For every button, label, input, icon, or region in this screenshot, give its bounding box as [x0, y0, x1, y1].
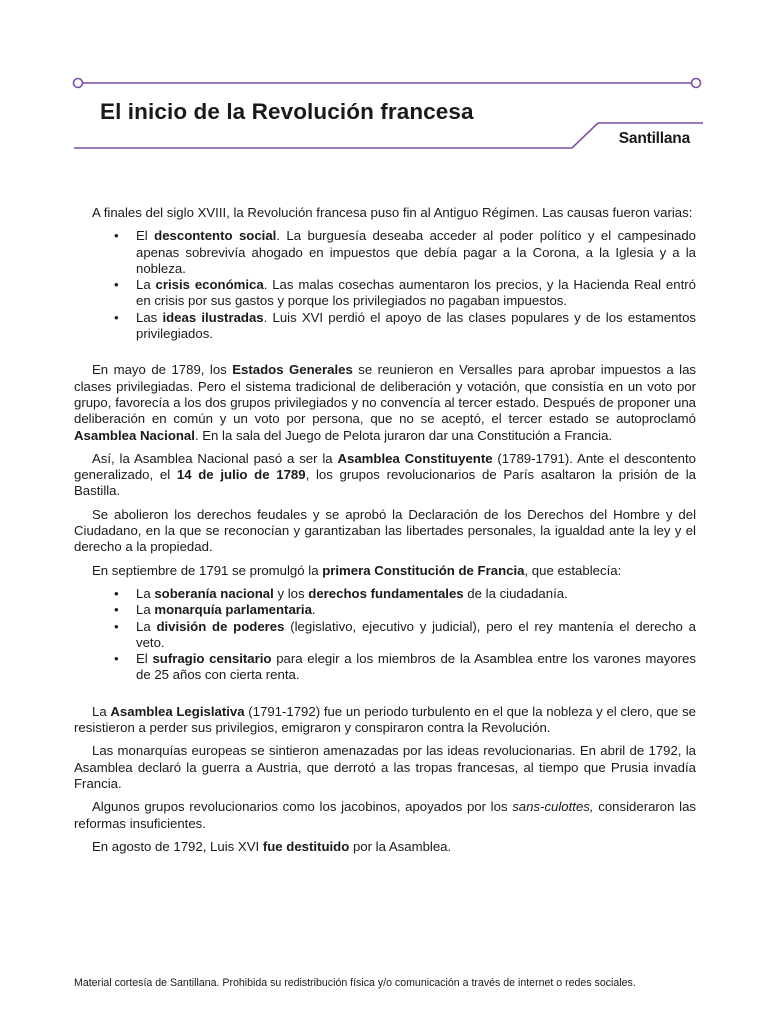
bullet-icon: • [114, 651, 119, 667]
brand-logo: Santillana [618, 130, 690, 147]
footer-notice: Material cortesía de Santillana. Prohibida su redistribución física y/o comunicación a través de internet o redes sociales. [74, 977, 636, 989]
paragraph-asamblea-constituyente: Así, la Asamblea Nacional pasó a ser la Asamblea Constituyente (1789-1791). Ante el descontento generalizado, el 14 de julio de 1789, los grupos revolucionarios de París asaltaron la prisión de la Bastilla. [74, 450, 696, 499]
bullet-icon: • [114, 618, 119, 634]
paragraph-derechos: Se abolieron los derechos feudales y se aprobó la Declaración de los Derechos del Hombre y del Ciudadano, en la que se reconocían y garantizaban las libertades personales, la igualdad ante la ley y el derecho a la propiedad. [74, 506, 696, 555]
bullet-icon: • [114, 277, 119, 293]
list-item: • El descontento social. La burguesía deseaba acceder al poder político y el campesinado apenas sobrevivía ahogado en impuestos que debía pagar a la Corona, a la Iglesia y a la nobleza. [114, 228, 697, 276]
paragraph-estados-generales: En mayo de 1789, los Estados Generales se reunieron en Versalles para aprobar impuestos a las clases privilegiadas. Pero el sistema tradicional de deliberación y votación, que consistía en un voto por grupo, favorecía a los dos grupos privilegiados y no convencía al tercer estado. Después de proponer una deliberación en común y un voto por persona, que no se aceptó, el tercer estado se autoproclamó Asamblea Nacional. En la sala del Juego de Pelota juraron dar una Constitución a Francia. [74, 362, 696, 443]
bullet-icon: • [114, 602, 119, 618]
list-item: • La división de poderes (legislativo, ejecutivo y judicial), pero el rey mantenía el derecho a veto. [114, 618, 696, 650]
main-content [74, 205, 696, 862]
paragraph-destituido: En agosto de 1792, Luis XVI fue destituido por la Asamblea. [92, 838, 452, 854]
list-item: • La crisis económica. Las malas cosechas aumentaron los precios, y la Hacienda Real entró en crisis por sus gastos y porque los privilegiados no pagaban impuestos. [114, 277, 696, 309]
intro-paragraph: A finales del siglo XVIII, la Revolución francesa puso fin al Antiguo Régimen. Las causas fueron varias: [92, 205, 693, 220]
bullet-icon: • [114, 585, 119, 601]
header-left-circle [74, 79, 83, 88]
bullet-icon: • [114, 309, 119, 325]
list-item: • El sufragio censitario para elegir a los miembros de la Asamblea entre los varones mayores de 25 años con cierta renta. [114, 651, 696, 683]
paragraph-monarquias: Las monarquías europeas se sintieron amenazadas por las ideas revolucionarias. En abril de 1792, la Asamblea declaró la guerra a Austria, que derrotó a las tropas francesas, al tiempo que Prusia invadía Francia. [74, 743, 696, 791]
header-right-circle [692, 79, 701, 88]
header-bottom-rule [74, 123, 703, 148]
constitution-list [74, 586, 696, 684]
paragraph-asamblea-legislativa: La Asamblea Legislativa (1791-1792) fue un periodo turbulento en el que la nobleza y el clero, que se resistieron a perder sus privilegios, emigraron y conspiraron contra la Revolución. [74, 703, 697, 736]
causes-list [74, 228, 696, 342]
paragraph-jacobinos: Algunos grupos revolucionarios como los jacobinos, apoyados por los sans-culottes, consideraron las reformas insuficientes. [74, 799, 696, 831]
list-item: • La soberanía nacional y los derechos fundamentales de la ciudadanía. [114, 585, 568, 601]
paragraph-constitucion: En septiembre de 1791 se promulgó la primera Constitución de Francia, que establecía: [92, 562, 622, 578]
page-title: El inicio de la Revolución francesa [100, 99, 474, 124]
list-item: • Las ideas ilustradas. Luis XVI perdió el apoyo de las clases populares y de los estamentos privilegiados. [114, 309, 696, 342]
bullet-icon: • [114, 228, 119, 244]
list-item: • La monarquía parlamentaria. [114, 602, 316, 618]
